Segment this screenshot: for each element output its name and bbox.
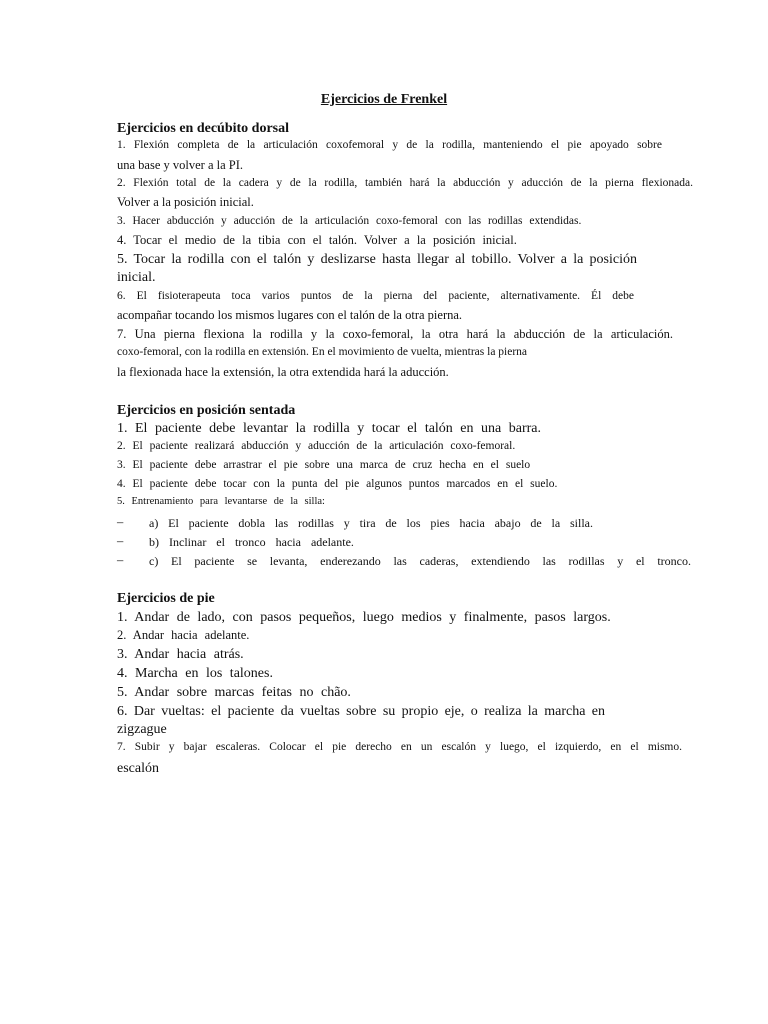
text-line: la flexionada hace la extensión, la otra extendida hará la aducción. <box>117 365 449 379</box>
text-line: 6. El fisioterapeuta toca varios puntos de la pierna del paciente, alternativamente. Él debe <box>117 290 634 302</box>
text-line: 1. Flexión completa de la articulación coxofemoral y de la rodilla, manteniendo el pie apoyado sobre <box>117 139 662 151</box>
text-line: 3. Andar hacia atrás. <box>117 647 244 662</box>
bullet-item: a) El paciente dobla las rodillas y tira de los pies hacia abajo de la silla. <box>149 516 593 530</box>
text-line: zigzague <box>117 722 167 737</box>
text-line: escalón <box>117 761 159 776</box>
text-line: inicial. <box>117 270 156 285</box>
text-line: 4. Tocar el medio de la tibia con el talón. Volver a la posición inicial. <box>117 233 517 247</box>
text-line: 2. Flexión total de la cadera y de la rodilla, también hará la abducción y aducción de la pierna flexionada. <box>117 177 693 189</box>
bullet-dash: – <box>117 534 124 548</box>
bullet-dash: – <box>117 553 124 567</box>
section-heading-de-pie: Ejercicios de pie <box>117 591 215 606</box>
text-line: 5. Andar sobre marcas feitas no chão. <box>117 685 351 700</box>
text-line: 5. Tocar la rodilla con el talón y deslizarse hasta llegar al tobillo. Volver a la posición <box>117 252 637 267</box>
text-line: 3. El paciente debe arrastrar el pie sobre una marca de cruz hecha en el suelo <box>117 459 531 471</box>
text-line: 6. Dar vueltas: el paciente da vueltas sobre su propio eje, o realiza la marcha en <box>117 704 605 719</box>
text-line: 1. El paciente debe levantar la rodilla y tocar el talón en una barra. <box>117 421 541 436</box>
text-line: Volver a la posición inicial. <box>117 195 254 209</box>
bullet-item: b) Inclinar el tronco hacia adelante. <box>149 535 354 549</box>
bullet-dash: – <box>117 515 124 529</box>
text-line: 2. Andar hacia adelante. <box>117 628 250 642</box>
section-heading-sentada: Ejercicios en posición sentada <box>117 403 296 418</box>
text-line: acompañar tocando los mismos lugares con el talón de la otra pierna. <box>117 308 463 322</box>
text-line: 4. El paciente debe tocar con la punta del pie algunos puntos marcados en el suelo. <box>117 478 558 490</box>
text-line: una base y volver a la PI. <box>117 158 244 172</box>
document-title: Ejercicios de Frenkel <box>320 92 448 107</box>
text-line: 2. El paciente realizará abducción y aducción de la articulación coxo-femoral. <box>117 440 516 452</box>
text-line: 3. Hacer abducción y aducción de la articulación coxo-femoral con las rodillas extendidas. <box>117 215 582 227</box>
bullet-item: c) El paciente se levanta, enderezando las caderas, extendiendo las rodillas y el tronco. <box>149 554 691 568</box>
text-line: coxo-femoral, con la rodilla en extensión. En el movimiento de vuelta, mientras la pierna <box>117 346 528 358</box>
text-line: 7. Una pierna flexiona la rodilla y la coxo-femoral, la otra hará la abducción de la articulación. <box>117 327 673 341</box>
text-line: 4. Marcha en los talones. <box>117 666 273 681</box>
text-line: 5. Entrenamiento para levantarse de la silla: <box>117 496 325 507</box>
section-heading-decubito: Ejercicios en decúbito dorsal <box>117 121 290 136</box>
text-line: 7. Subir y bajar escaleras. Colocar el pie derecho en un escalón y luego, el izquierdo, en el mismo. <box>117 741 682 753</box>
text-line: 1. Andar de lado, con pasos pequeños, luego medios y finalmente, pasos largos. <box>117 610 611 625</box>
